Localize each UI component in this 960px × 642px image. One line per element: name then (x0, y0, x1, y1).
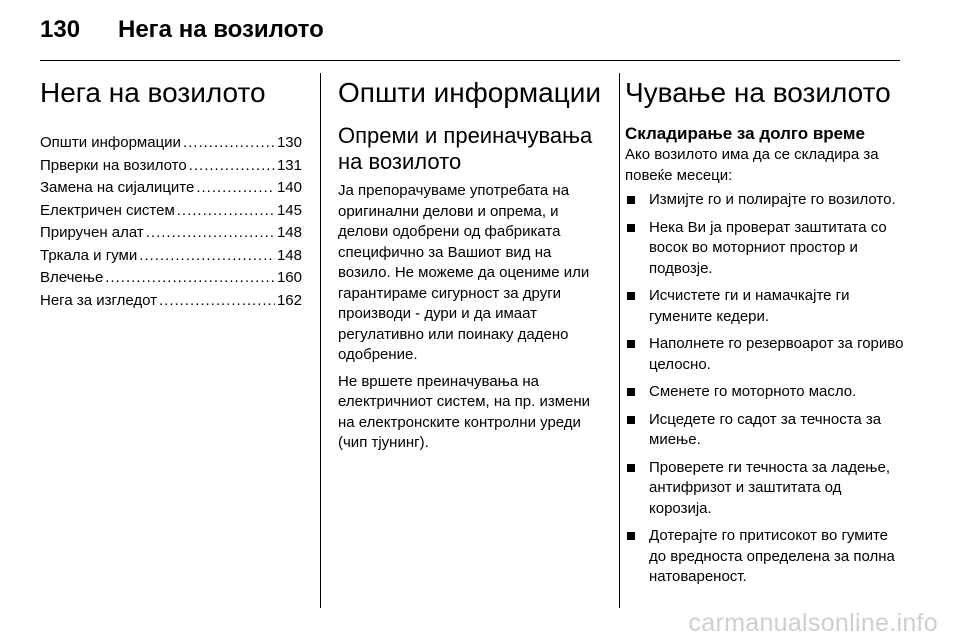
chapter-title: Нега на возилото (40, 77, 266, 108)
column-divider-2 (619, 73, 620, 608)
toc-page: 130 (276, 134, 302, 151)
toc-page: 148 (276, 246, 302, 264)
toc-item[interactable] (40, 222, 302, 245)
toc-item[interactable] (40, 177, 302, 200)
toc-page: 140 (276, 179, 302, 196)
square-bullet-icon (627, 464, 635, 472)
square-bullet-icon (627, 416, 635, 424)
toc-leader (196, 177, 275, 200)
toc-leader (105, 267, 275, 290)
header-divider (40, 60, 900, 61)
toc-leader (183, 132, 275, 155)
toc-page: 148 (276, 224, 302, 241)
toc-page: 145 (276, 201, 302, 219)
subsection-title: Опреми и преиначувања на возилото (338, 123, 593, 174)
toc-leader (159, 290, 275, 313)
list-item (625, 382, 905, 403)
section-title: Чување на возилото (625, 77, 891, 108)
bullet-list (625, 190, 905, 588)
list-item-text: Наполнете го резервоарот за гориво целосно. (649, 335, 904, 373)
list-item-text: Измијте го и полирајте го возилото. (649, 191, 896, 208)
toc-label: Општи информации (40, 134, 181, 151)
list-item (625, 458, 905, 520)
square-bullet-icon (627, 532, 635, 540)
square-bullet-icon (627, 224, 635, 232)
toc-label: Прверки на возилото (40, 156, 187, 174)
toc-label: Нега за изгледот (40, 291, 158, 309)
toc-item[interactable] (40, 267, 302, 290)
list-item (625, 190, 905, 211)
list-item-text: Проверете ги течноста за ладење, антифризот и заштитата од корозија. (649, 458, 890, 517)
running-title: Нега на возилото (118, 16, 324, 43)
list-item-text: Дотерајте го притисокот во гумите до вредноста определена за полна натовареност. (649, 527, 895, 585)
section-title: Општи информации (338, 77, 602, 108)
column-divider-1 (320, 73, 321, 608)
toc-item[interactable] (40, 200, 302, 223)
list-item (625, 410, 905, 451)
square-bullet-icon (627, 340, 635, 348)
toc-column (40, 72, 302, 312)
toc-leader (189, 155, 275, 178)
intro-paragraph: Ако возилото има да се складира за повеќе месеци: (625, 146, 879, 184)
toc-label: Тркала и гуми (40, 246, 138, 264)
paragraph: Ја препорачуваме употребата на оригинални делови и опрема, и делови одобрени од фабриката специфично за Вашиот вид на возило. Не можеме да оцениме или гарантираме сигурност за други производи - дури и да имаат регулативно или поинаку дадено одобрение. (338, 182, 590, 363)
toc-item[interactable] (40, 290, 302, 313)
storage-column (625, 72, 905, 595)
page-number: 130 (40, 16, 81, 43)
toc-item[interactable] (40, 155, 302, 178)
list-item (625, 286, 905, 327)
square-bullet-icon (627, 292, 635, 300)
square-bullet-icon (627, 388, 635, 396)
toc-page: 162 (276, 291, 302, 309)
list-item-text: Сменете го моторното масло. (649, 383, 857, 400)
toc-label: Замена на сијалиците (40, 179, 195, 196)
toc-label: Приручен алат (40, 224, 144, 241)
table-of-contents (40, 132, 302, 312)
list-item (625, 334, 905, 375)
list-item-text: Нека Ви ја проверат заштитата со восок во моторниот простор и подвозје. (649, 218, 887, 277)
watermark: carmanualsonline.info (688, 609, 938, 637)
list-item-text: Исчистете ги и намачкајте ги гумените кедери. (649, 287, 850, 325)
toc-item[interactable] (40, 245, 302, 268)
list-item (625, 218, 905, 280)
subsection-title: Складирање за долго време (625, 124, 865, 143)
toc-leader (146, 222, 275, 245)
page-header (40, 10, 900, 50)
toc-leader (177, 200, 275, 223)
toc-label: Електричен систем (40, 201, 175, 219)
list-item-text: Исцедете го садот за течноста за миење. (649, 410, 882, 448)
toc-item[interactable] (40, 132, 302, 155)
toc-page: 160 (276, 269, 302, 286)
toc-page: 131 (276, 156, 302, 174)
list-item (625, 526, 905, 588)
general-info-column (338, 72, 606, 460)
toc-leader (139, 245, 275, 268)
toc-label: Влечење (40, 269, 104, 286)
paragraph: Не вршете преиначувања на електричниот систем, на пр. измени на електронските контролни уреди (чип тјунинг). (338, 372, 591, 451)
square-bullet-icon (627, 196, 635, 204)
